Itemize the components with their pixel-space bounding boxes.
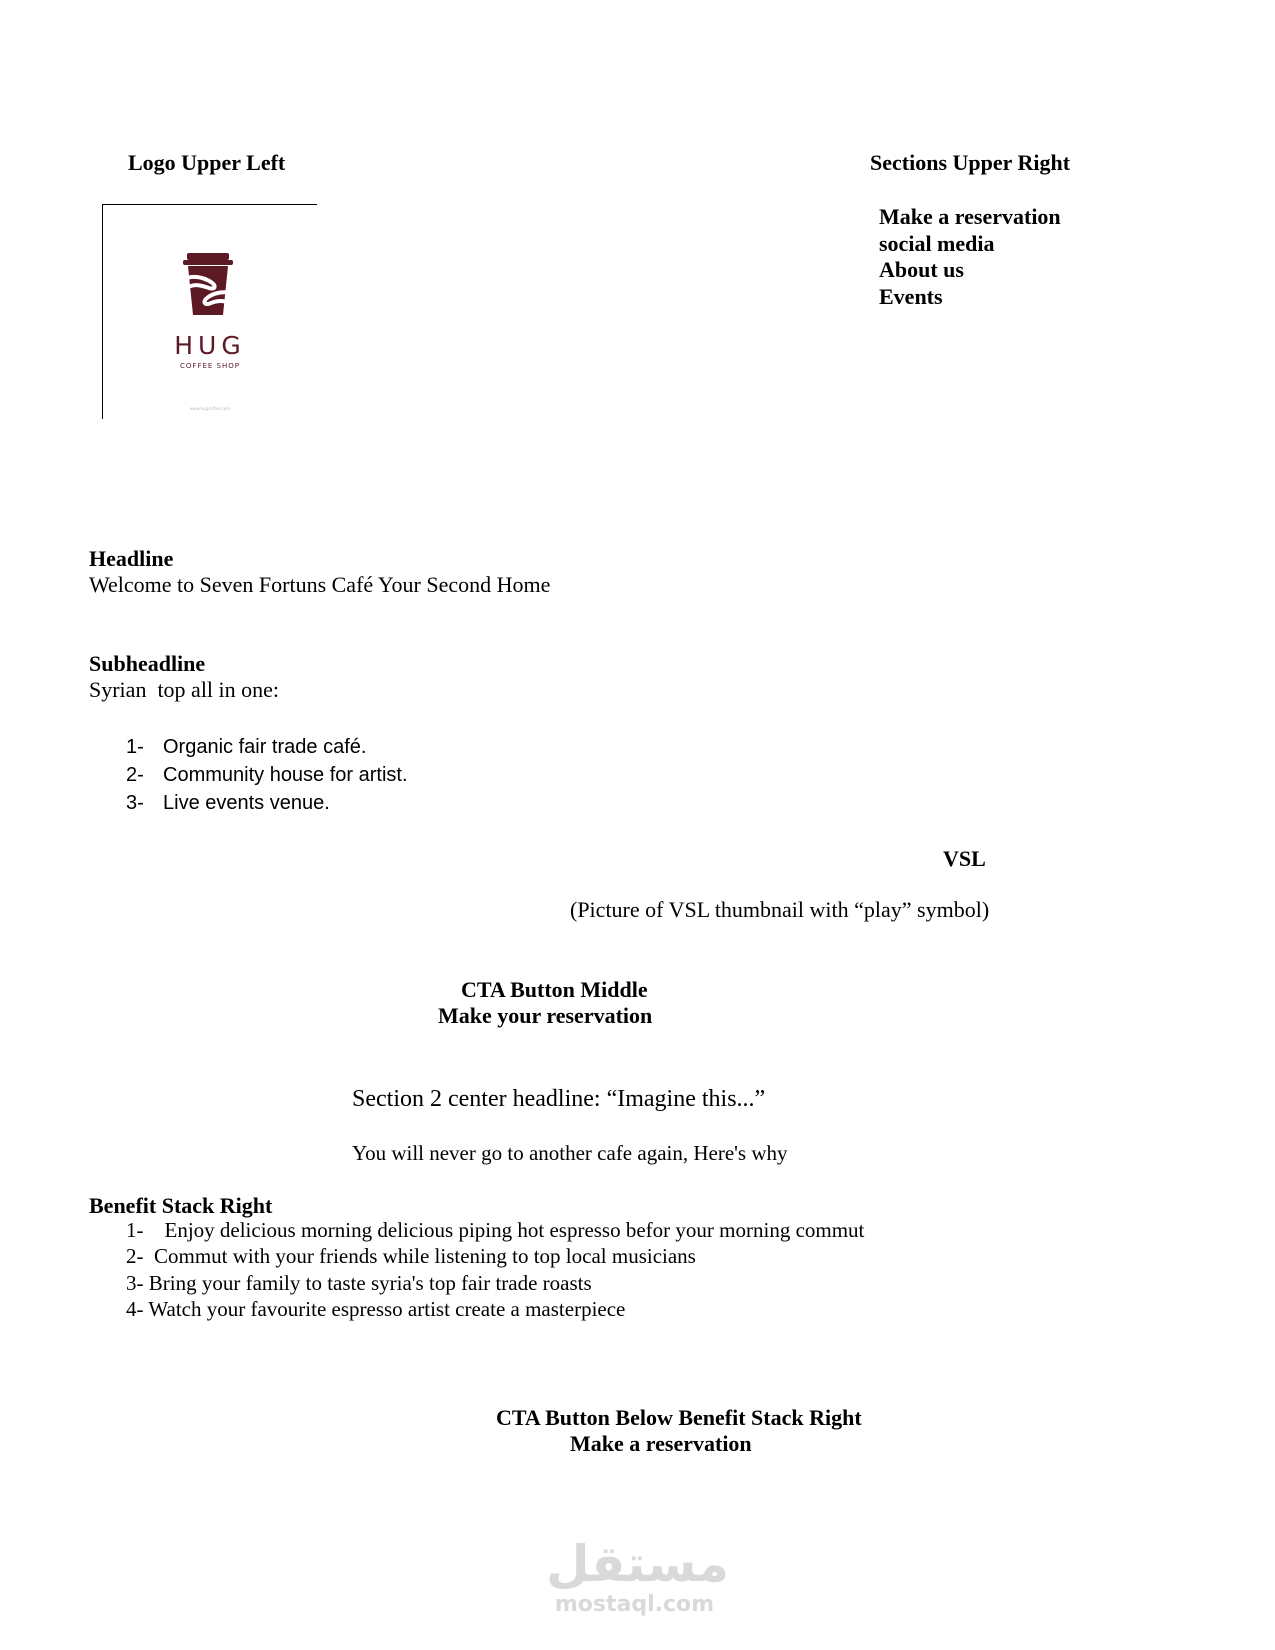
benefit-stack-label: Benefit Stack Right xyxy=(89,1193,273,1218)
nav-item-about-us[interactable]: About us xyxy=(879,257,964,282)
nav-item-reservation[interactable]: Make a reservation xyxy=(879,204,1061,229)
watermark-arabic: مستقل xyxy=(546,1535,729,1593)
cta-middle-label: CTA Button Middle xyxy=(461,977,648,1002)
list-item: 4- Watch your favourite espresso artist create a masterpiece xyxy=(126,1296,626,1321)
list-text: Organic fair trade café. xyxy=(163,736,367,758)
list-number: 1- xyxy=(126,736,144,758)
logo-tagline: COFFEE SHOP xyxy=(180,362,240,370)
list-item: 3- Bring your family to taste syria's top fair trade roasts xyxy=(126,1270,592,1295)
subheadline-label: Subheadline xyxy=(89,651,206,676)
subheadline-intro xyxy=(89,677,279,703)
subheadline-list xyxy=(126,733,408,817)
list-number: 3- xyxy=(126,792,144,814)
subheadline-intro-text: Syrian top all in one: xyxy=(89,677,280,702)
nav-item-events[interactable]: Events xyxy=(879,283,943,309)
list-item: 2- Commut with your friends while listening to top local musicians xyxy=(126,1244,696,1269)
list-number: 2- xyxy=(126,764,144,786)
benefit-stack-list xyxy=(126,1217,864,1322)
list-text: Live events venue. xyxy=(163,792,330,814)
sections-nav-label: Sections Upper Right xyxy=(870,150,1071,175)
logo-url: www.hugcoffee.com xyxy=(189,406,231,411)
list-item xyxy=(126,761,408,789)
headline-label: Headline xyxy=(89,546,174,571)
watermark-latin: mostaql.com xyxy=(554,1592,715,1617)
cta-middle-button[interactable]: Make your reservation xyxy=(438,1003,653,1028)
nav-item-social-media[interactable]: social media xyxy=(879,230,995,256)
vsl-label: VSL xyxy=(943,846,986,871)
coffee-cup-icon xyxy=(181,253,237,321)
section2-headline: Section 2 center headline: “Imagine this...” xyxy=(352,1086,766,1112)
logo-wordmark: HUG xyxy=(174,331,246,360)
list-item: 1- Enjoy delicious morning delicious piping hot espresso befor your morning commut xyxy=(126,1218,865,1242)
cta-below-label: CTA Button Below Benefit Stack Right xyxy=(496,1405,862,1430)
logo-section-label: Logo Upper Left xyxy=(128,150,286,175)
section2-subtext: You will never go to another cafe again, Here's why xyxy=(352,1141,788,1165)
vsl-description: (Picture of VSL thumbnail with “play” symbol) xyxy=(570,897,990,922)
cta-below-button[interactable]: Make a reservation xyxy=(570,1431,752,1456)
sections-nav xyxy=(879,204,1061,310)
list-item xyxy=(126,733,408,761)
watermark-logo xyxy=(0,1536,1275,1618)
list-item xyxy=(126,789,408,817)
list-text: Community house for artist. xyxy=(163,764,408,786)
logo-image xyxy=(102,204,317,419)
headline-text: Welcome to Seven Fortuns Café Your Second Home xyxy=(89,572,551,597)
